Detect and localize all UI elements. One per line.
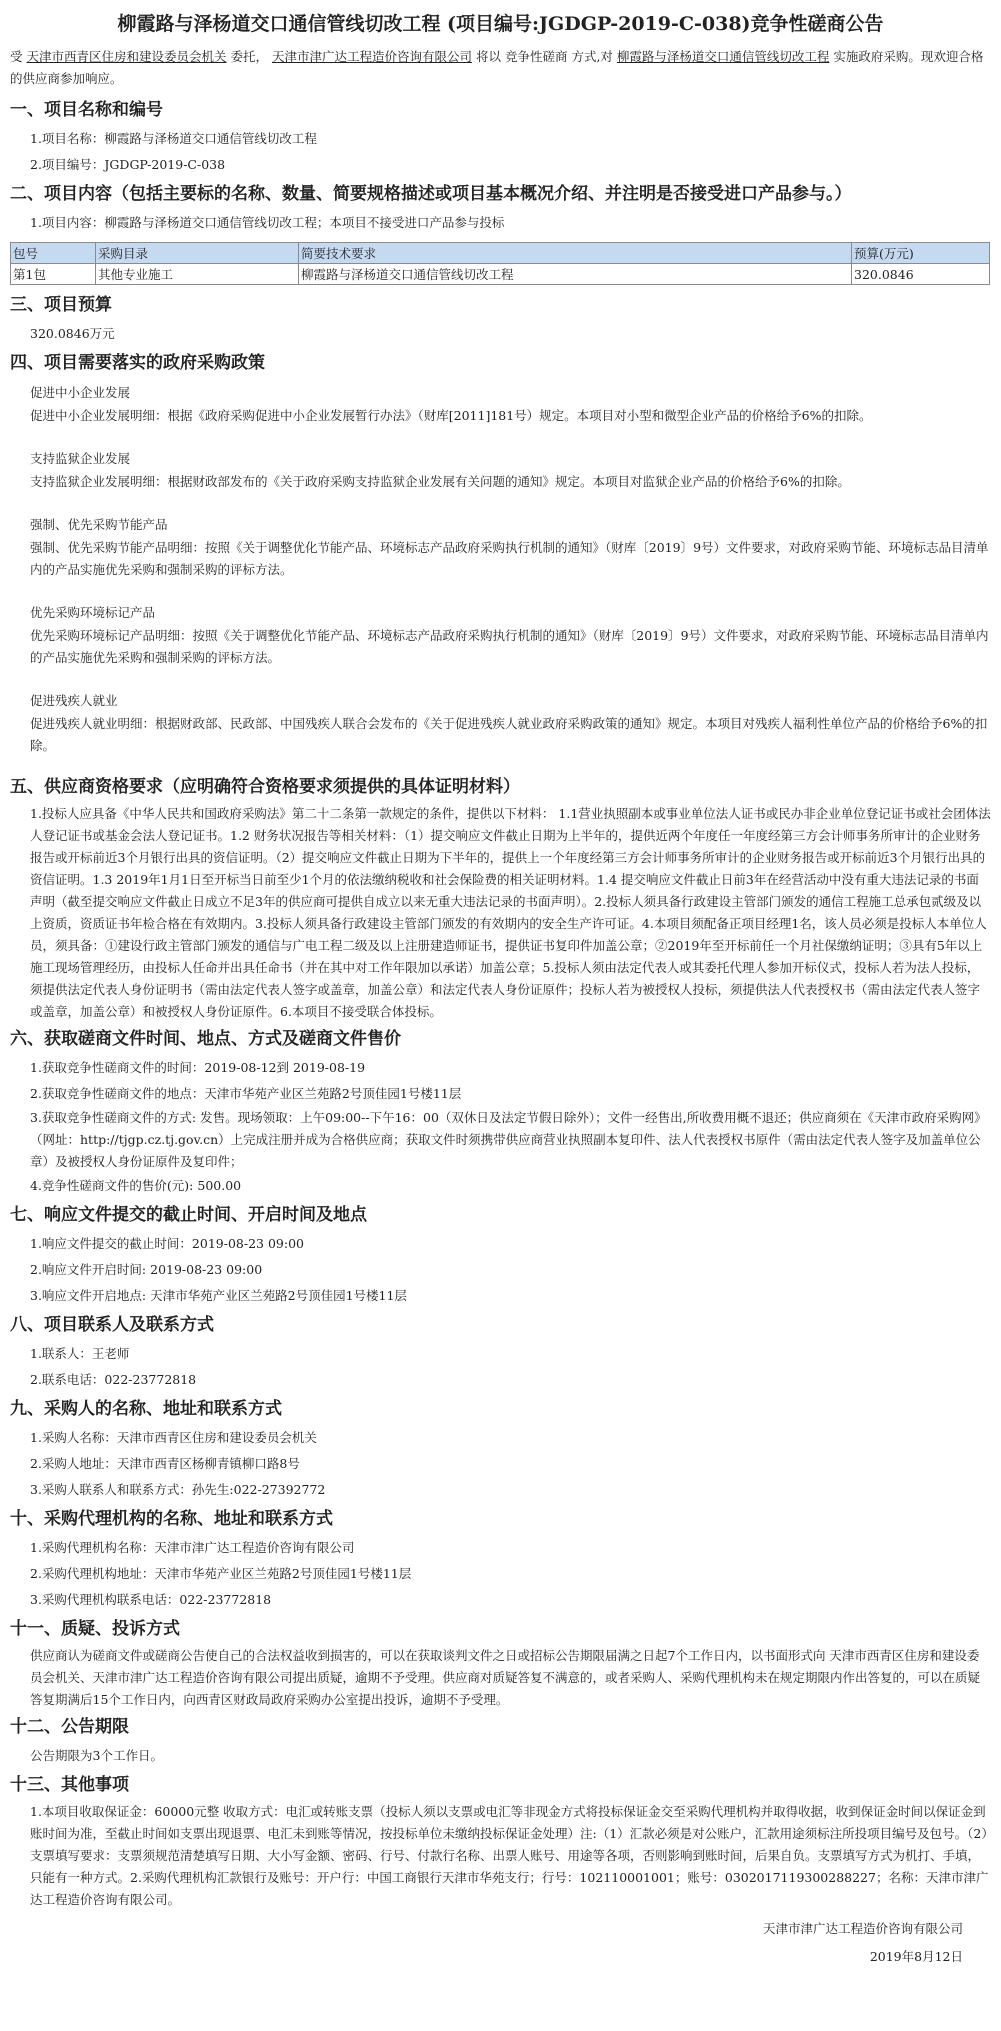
policy-item [10,689,991,757]
policy-text: 促进中小企业发展明细：根据《政府采购促进中小企业发展暂行办法》（财库[2011]181号）规定。本项目对小型和微型企业产品的价格给予6%的扣除。 [30,408,872,423]
budget-value: 320.0846万元 [30,326,115,341]
section-heading-6: 六、获取磋商文件时间、地点、方式及磋商文件售价 [10,1029,401,1049]
submission-deadline: 1.响应文件提交的截止时间：2019-08-23 09:00 [30,1236,304,1251]
col-header: 采购目录 [96,243,299,264]
qualification-text: 1.投标人应具备《中华人民共和国政府采购法》第二十二条第一款规定的条件，提供以下材料： 1.1营业执照副本或事业单位法人证书或民办非企业单位登记证书或社会团体法人登记证书或基金会法人登记证书。1.2 财务状况报告等相关材料：（1）提交响应文件截止日期为上半年的，提供近两个年度任一年度经第三方会计师事务所审计的企业财务报告或开标前近3个月银行出具的资信证明。（2）提交响应文件截止日期为下半年的，提供上一个年度经第三方会计师事务所审计的企业财务报告或开标前近3个月银行出具的资信证明。1.3 2019年1月1日至开标当日前至少1个月的依法缴纳税收和社会保险费的相关证明材料。1.4 提交响应文件截止日前3年在经营活动中没有重大违法记录的书面声明（截至提交响应文件截止日成立不足3年的供应商可提供自成立以来无重大违法记录的书面声明）。2.投标人须具备行政建设主管部门颁发的通信工程施工总承包贰级及以上资质，资质证书年检合格在有效期内。3.投标人须具备行政建设主管部门颁发的有效期内的安全生产许可证。4.本项目须配备正项目经理1名，该人员必须是投标人本单位人员，须具备：①建设行政主管部门颁发的通信与广电工程二级及以上注册建造师证书，提供证书复印件加盖公章；②2019年至开标前任一个月社保缴纳证明；③具有5年以上施工现场管理经历，由投标人任命并出具任命书（并在其中对工作年限加以承诺）加盖公章；5.投标人须由法定代表人或其委托代理人参加开标仪式，投标人若为法人投标，须提供法定代表人身份证明书（需由法定代表人签字或盖章，加盖公章）和法定代表人身份证原件；投标人若为被授权人投标，须提供法人代表授权书（需由法定代表人签字或盖章，加盖公章）和被授权人身份证原件。6.本项目不接受联合体投标。 [30,806,991,1019]
section-heading-10: 十、采购代理机构的名称、地址和联系方式 [10,1509,333,1529]
policy-title: 强制、优先采购节能产品 [30,517,168,532]
policy-title: 优先采购环境标记产品 [30,605,156,620]
policy-item [10,381,991,427]
purchaser-name-line: 1.采购人名称：天津市西青区住房和建设委员会机关 [30,1430,317,1445]
notice-period: 公告期限为3个工作日。 [30,1748,163,1763]
purchaser-address: 2.采购人地址：天津市西青区杨柳青镇柳口路8号 [30,1456,300,1471]
purchaser-name: 天津市西青区住房和建设委员会机关 [26,49,227,64]
section-heading-5: 五、供应商资格要求（应明确符合资格要求须提供的具体证明材料） [10,777,520,797]
table-header-row [11,243,990,264]
table-cell: 320.0846 [852,264,990,285]
policy-text: 促进残疾人就业明细：根据财政部、民政部、中国残疾人联合会发布的《关于促进残疾人就业政府采购政策的通知》规定。本项目对残疾人福利性单位产品的价格给予6%的扣除。 [30,716,988,753]
section-heading-3: 三、项目预算 [10,295,112,315]
intro-paragraph: 受 天津市西青区住房和建设委员会机关 委托， 天津市津广达工程造价咨询有限公司 将以 竞争性磋商 方式,对 柳霞路与泽杨道交口通信管线切改工程 实施政府采购。现欢迎合格的供应商参加响应。 [10,49,984,86]
project-number-line: 2.项目编号：JGDGP-2019-C-038 [30,157,226,172]
project-name-line: 1.项目名称：柳霞路与泽杨道交口通信管线切改工程 [30,131,317,146]
contact-phone: 2.联系电话：022-23772818 [30,1372,197,1387]
policy-title: 支持监狱企业发展 [30,451,131,466]
complaint-text: 供应商认为磋商文件或磋商公告使自己的合法权益收到损害的，可以在获取谈判文件之日或招标公告期限届满之日起7个工作日内，以书面形式向 天津市西青区住房和建设委员会机关、天津市津广达工程造价咨询有限公司提出质疑，逾期不予受理。供应商对质疑答复不满意的，或者采购人、采购代理机构未在规定期限内作出答复的，可以在质疑答复期满后15个工作日内，向西青区财政局政府采购办公室提出投诉，逾期不予受理。 [30,1648,981,1707]
section-heading-11: 十一、质疑、投诉方式 [10,1619,180,1639]
section-heading-8: 八、项目联系人及联系方式 [10,1315,214,1335]
opening-place: 3.响应文件开启地点: 天津市华苑产业区兰苑路2号顶佳园1号楼11层 [30,1288,407,1303]
signature-date: 2019年8月12日 [869,1949,963,1964]
agency-name: 天津市津广达工程造价咨询有限公司 [272,49,473,64]
section-heading-7: 七、响应文件提交的截止时间、开启时间及地点 [10,1205,367,1225]
section-heading-13: 十三、其他事项 [10,1775,129,1795]
policy-text: 强制、优先采购节能产品明细：按照《关于调整优化节能产品、环境标志产品政府采购执行机制的通知》（财库〔2019〕9号）文件要求，对政府采购节能、环境标志品目清单内的产品实施优先采购和强制采购的评标方法。 [30,540,989,577]
table-cell: 第1包 [11,264,96,285]
section-heading-12: 十二、公告期限 [10,1717,129,1737]
table-cell: 柳霞路与泽杨道交口通信管线切改工程 [299,264,852,285]
policy-item [10,601,991,669]
policy-text: 优先采购环境标记产品明细：按照《关于调整优化节能产品、环境标志产品政府采购执行机制的通知》（财库〔2019〕9号）文件要求，对政府采购节能、环境标志品目清单内的产品实施优先采购和强制采购的评标方法。 [30,628,989,665]
section-heading-9: 九、采购人的名称、地址和联系方式 [10,1399,282,1419]
contact-person: 1.联系人：王老师 [30,1346,130,1361]
acquire-time: 1.获取竞争性磋商文件的时间：2019-08-12到 2019-08-19 [30,1060,366,1075]
table-cell: 其他专业施工 [96,264,299,285]
other-matters-text: 1.本项目收取保证金：60000元整 收取方式：电汇或转账支票（投标人须以支票或电汇等非现金方式将投标保证金交至采购代理机构并取得收据，收到保证金时间以保证金到账时间为准，至截止时间如支票出现退票、电汇未到账等情况，按投标单位未缴纳投标保证金处理）注:（1）汇款必须是对公账户，汇款用途须标注所投项目编号及包号。（2）支票填写要求：支票须规范清楚填写日期、大小写金额、密码、行号、付款行名称、出票人账号、用途等各项，否则影响到账时间，后果自负。支票填写方式为机打、手填，只能有一种方式。2.采购代理机构汇款银行及账号：开户行：中国工商银行天津市华苑支行；行号：102110001001；账号：0302017119300288227；名称：天津市津广达工程造价咨询有限公司。 [30,1804,989,1907]
signature-org: 天津市津广达工程造价咨询有限公司 [762,1921,963,1936]
policy-title: 促进残疾人就业 [30,693,118,708]
project-content-line: 1.项目内容：柳霞路与泽杨道交口通信管线切改工程；本项目不接受进口产品参与投标 [30,215,505,230]
col-header: 简要技术要求 [299,243,852,264]
purchaser-contact: 3.采购人联系人和联系方式：孙先生:022-27392772 [30,1482,326,1497]
project-name: 柳霞路与泽杨道交口通信管线切改工程 [616,49,830,64]
policy-text: 支持监狱企业发展明细：根据财政部发布的《关于政府采购支持监狱企业发展有关问题的通知》规定。本项目对监狱企业产品的价格给予6%的扣除。 [30,474,850,489]
agency-name-line: 1.采购代理机构名称：天津市津广达工程造价咨询有限公司 [30,1540,355,1555]
agency-phone: 3.采购代理机构联系电话：022-23772818 [30,1592,272,1607]
acquire-method: 3.获取竞争性磋商文件的方式: 发售。现场领取：上午09:00--下午16：00（双休日及法定节假日除外）；文件一经售出,所收费用概不退还；供应商须在《天津市政府采购网》（网址：http://tjgp.cz.tj.gov.cn）上完成注册并成为合格供应商；获取文件时须携带供应商营业执照副本复印件、法人代表授权书原件（需由法定代表人签字及加盖单位公章）及被授权人身份证原件及复印件； [30,1110,987,1169]
policy-title: 促进中小企业发展 [30,385,131,400]
package-table [10,242,990,285]
section-heading-2: 二、项目内容（包括主要标的名称、数量、简要规格描述或项目基本概况介绍、并注明是否接受进口产品参与。） [10,184,852,204]
policy-item [10,447,991,493]
section-heading-1: 一、项目名称和编号 [10,100,163,120]
col-header: 包号 [11,243,96,264]
section-heading-4: 四、项目需要落实的政府采购政策 [10,353,265,373]
agency-address: 2.采购代理机构地址：天津市华苑产业区兰苑路2号顶佳园1号楼11层 [30,1566,412,1581]
document-price: 4.竞争性磋商文件的售价(元): 500.00 [30,1178,242,1193]
opening-time: 2.响应文件开启时间: 2019-08-23 09:00 [30,1262,263,1277]
table-row [11,264,990,285]
col-header: 预算(万元) [852,243,990,264]
page-title: 柳霞路与泽杨道交口通信管线切改工程 (项目编号:JGDGP-2019-C-038)竞争性磋商公告 [117,13,884,35]
acquire-place: 2.获取竞争性磋商文件的地点：天津市华苑产业区兰苑路2号顶佳园1号楼11层 [30,1086,462,1101]
policy-item [10,513,991,581]
